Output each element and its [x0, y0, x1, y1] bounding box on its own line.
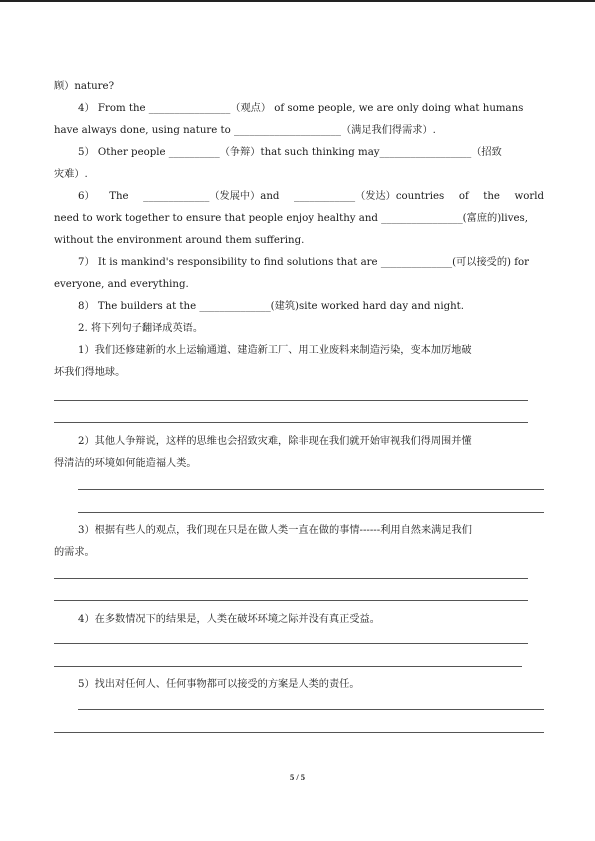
answer-line[interactable]	[78, 489, 544, 490]
answer-line[interactable]	[54, 732, 544, 733]
item-4-line2: have always done, using nature to _____________________（满足我们得需求）.	[54, 125, 436, 136]
answer-line[interactable]	[54, 600, 528, 601]
item-3-tail: 顾）nature?	[54, 81, 115, 92]
item-6-word: ____________（发达）countries	[293, 191, 445, 202]
item-6-line3: without the environment around them suffering.	[54, 235, 305, 246]
translate-item-3-line2: 的需求。	[54, 547, 95, 558]
translate-item-2-line2: 得清洁的环境如何能造福人类。	[54, 458, 197, 469]
item-6-word: The	[109, 191, 129, 202]
translate-item-3-line1: 3）根据有些人的观点，我们现在只是在做人类一直在做的事情------利用自然来满足我们	[78, 525, 472, 536]
translate-item-1-line1: 1）我们还修建新的水上运输通道、建造新工厂、用工业废料来制造污染，变本加厉地破	[78, 345, 472, 356]
item-8: 8） The builders at the ______________(建筑)site worked hard day and night.	[78, 301, 464, 312]
answer-line[interactable]	[54, 666, 522, 667]
answer-line[interactable]	[54, 643, 528, 644]
translate-item-5: 5）找出对任何人、任何事物都可以接受的方案是人类的责任。	[78, 679, 360, 690]
item-6-word: _____________（发展中）and	[143, 191, 280, 202]
item-6-word: world	[514, 191, 544, 202]
item-7-line1: 7） It is mankind's responsibility to find solutions that are ______________(可以接受的) for	[78, 257, 530, 268]
page-number: 5 / 5	[289, 772, 306, 782]
item-6-line2: need to work together to ensure that people enjoy healthy and ________________(富庶的)lives,	[54, 213, 528, 224]
item-7-line2: everyone, and everything.	[54, 279, 189, 290]
answer-line[interactable]	[78, 709, 544, 710]
item-6-word: the	[483, 191, 500, 202]
top-border	[0, 0, 595, 2]
item-5-line2: 灾难）.	[54, 169, 88, 180]
item-6-word: of	[458, 191, 469, 202]
item-6-line1	[78, 190, 544, 204]
item-4-line1: 4） From the ________________（观点） of some people, we are only doing what humans	[78, 103, 524, 114]
answer-line[interactable]	[54, 578, 528, 579]
item-6-word: 6）	[78, 191, 95, 202]
answer-line[interactable]	[78, 512, 544, 513]
answer-line[interactable]	[54, 422, 528, 423]
translate-item-1-line2: 坏我们得地球。	[54, 367, 126, 378]
item-5-line1: 5） Other people __________（争辩）that such thinking may__________________（招致	[78, 147, 502, 158]
section-2-heading: 2. 将下列句子翻译成英语。	[78, 323, 204, 334]
answer-line[interactable]	[54, 400, 528, 401]
translate-item-4: 4）在多数情况下的结果是，人类在破坏环境之际并没有真正受益。	[78, 614, 380, 625]
translate-item-2-line1: 2）其他人争辩说，这样的思维也会招致灾难，除非现在我们就开始审视我们得周围并懂	[78, 436, 472, 447]
